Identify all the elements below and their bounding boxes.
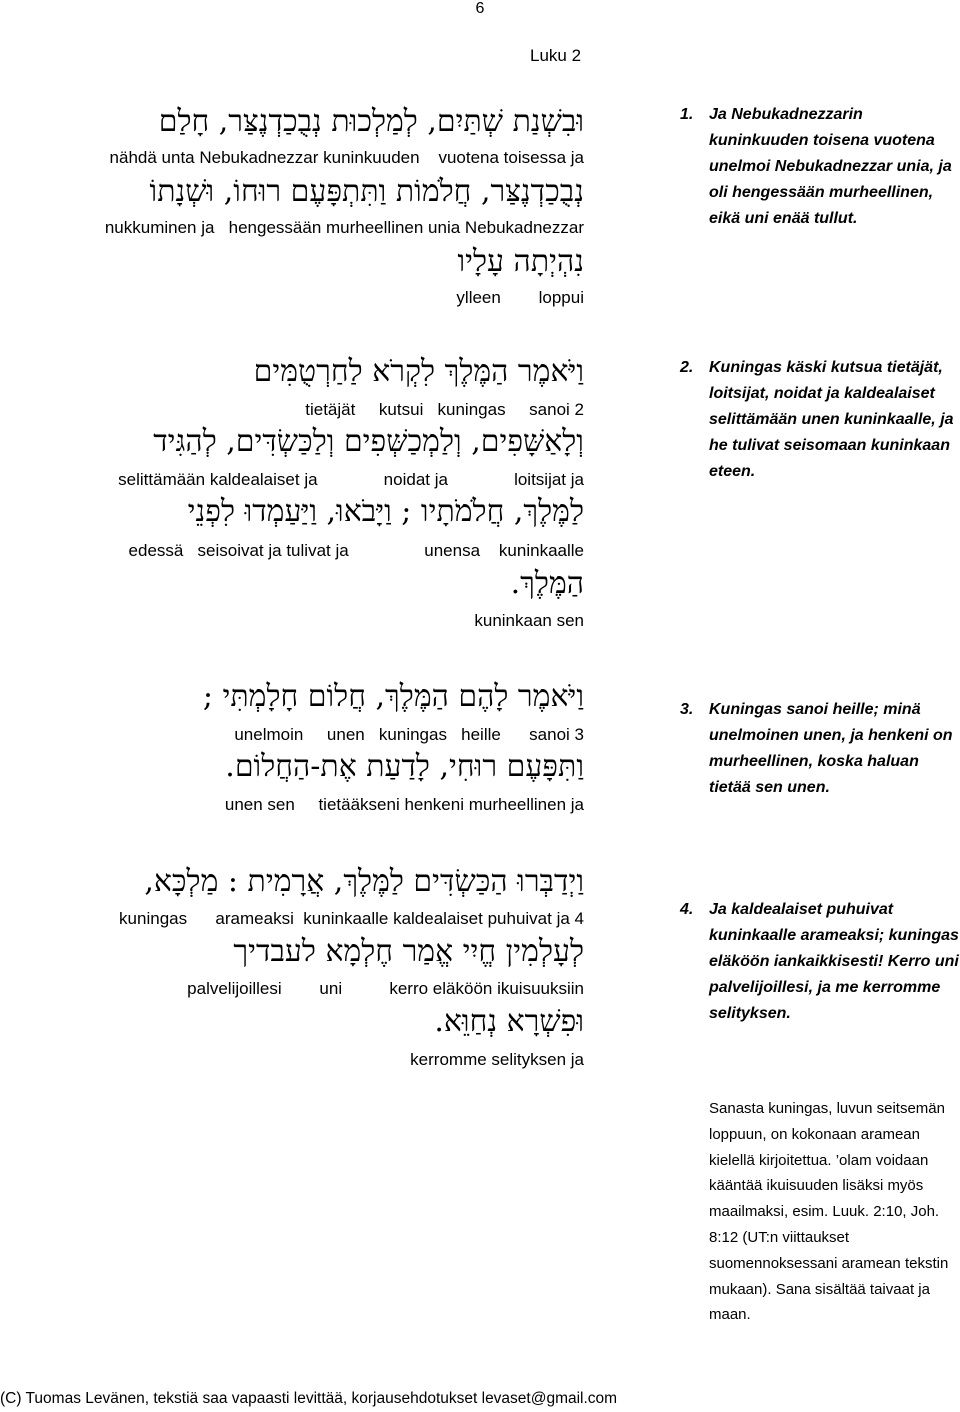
gloss-line: unelmoin unen kuningas heille sanoi 3: [234, 725, 584, 744]
hebrew-line: וְלָאַשָּׁפִים, וְלַמְכַשְּׁפִים וְלַכַּשְׂדִּים, לְהַגִּיד: [153, 424, 584, 459]
footnote: Sanasta kuningas, luvun seitsemän loppuun, on kokonaan aramean kielellä kirjoitettua. ’olam voidaan kääntää ikuisuuden lisäksi myös maailmaksi, esim. Luuk. 2:10, Joh. 8:12 (UT:n viittaukset suomennoksessani aramean tekstin mukaan). Sana sisältää taivaat ja maan.: [709, 1100, 949, 1324]
gloss-line: ylleen loppui: [456, 288, 584, 307]
hebrew-line: לְעָלְמִין חֱיִי אֱמַר חֶלְמָא לעבדיך: [233, 934, 584, 969]
gloss-line: unen sen tietääkseni henkeni murheellinen ja: [224, 795, 584, 814]
hebrew-line: וּבִשְׁנַת שְׁתַּיִם, לְמַלְכוּת נְבֻכַדְנֶצַּר, חָלַם: [158, 104, 584, 139]
gloss-line: nukkuminen ja hengessään murheellinen unia Nebukadnezzar: [104, 218, 584, 237]
translation-block: [680, 355, 960, 485]
hebrew-line: וַיֹּאמֶר הַמֶּלֶךְ לִקְרֹא לַחַרְטֻמִּים: [253, 354, 584, 389]
translation-block: [680, 697, 960, 801]
hebrew-line: וַיְדַבְּרוּ הַכַּשְׂדִּים לַמֶּלֶךְ, אֲרָמִית : מַלְכָּא,: [144, 864, 584, 899]
translation-text: Ja kaldealaiset puhuivat kuninkaalle arameaksi; kuningas eläköön iankaikkisesti! Kerro uni palvelijoillesi, ja me kerromme selityksen.: [709, 901, 959, 1022]
gloss-line: edessä seisoivat ja tulivat ja unensa kuninkaalle: [128, 541, 584, 560]
verse-number: 2.: [680, 359, 694, 376]
gloss-line: nähdä unta Nebukadnezzar kuninkuuden vuotena toisessa ja: [109, 148, 584, 167]
hebrew-line: נִהְיְתָה עָלָיו: [457, 244, 584, 279]
gloss-line: kerromme selityksen ja: [410, 1050, 584, 1069]
translation-block: [680, 102, 960, 232]
hebrew-line: וּפִשְׁרָא נְחַוֵּא.: [434, 1004, 584, 1039]
hebrew-line: הַמֶּלֶךְ.: [510, 566, 584, 601]
translation-text: Kuningas sanoi heille; minä unelmoinen unen, ja henkeni on murheellinen, koska haluan tietää sen unen.: [709, 701, 953, 796]
translation-text: Ja Nebukadnezzarin kuninkuuden toisena vuotena unelmoi Nebukadnezzar unia, ja oli hengessään murheellinen, eikä uni enää tullut.: [709, 106, 952, 227]
verse-number: 4.: [680, 901, 694, 918]
hebrew-line: לַמֶּלֶךְ, חֲלֹמֹתָיו ; וַיָּבֹאוּ, וַיַּעַמְדוּ לִפְנֵי: [187, 494, 584, 529]
gloss-line: selittämään kaldealaiset ja noidat ja loitsijat ja: [118, 470, 584, 489]
gloss-line: tietäjät kutsui kuningas sanoi 2: [305, 400, 584, 419]
verse-number: 1.: [680, 106, 694, 123]
chapter-heading: Luku 2: [530, 46, 582, 65]
hebrew-line: וַיֹּאמֶר לָהֶם הַמֶּלֶךְ, חֲלוֹם חָלָמְתִּי ;: [202, 679, 584, 714]
gloss-line: kuningas arameaksi kuninkaalle kaldealaiset puhuivat ja 4: [119, 909, 584, 928]
verse-number: 3.: [680, 701, 694, 718]
hebrew-line: נְבֻכַדְנֶצַּר, חֲלֹמוֹת וַתִּתְפָּעֶם רוּחוֹ, וּשְׁנָתוֹ: [149, 174, 584, 209]
footer-copyright: (C) Tuomas Levänen, tekstiä saa vapaasti levittää, korjausehdotukset levaset@gmail.com: [0, 1390, 618, 1407]
translation-block: [680, 897, 960, 1027]
gloss-line: kuninkaan sen: [474, 611, 584, 630]
hebrew-line: וַתִּפָּעֶם רוּחִי, לָדַעַת אֶת-הַחֲלוֹם.: [225, 749, 584, 784]
gloss-line: palvelijoillesi uni kerro eläköön ikuisuuksiin: [187, 979, 584, 998]
page-number: 6: [475, 0, 485, 17]
translation-text: Kuningas käski kutsua tietäjät, loitsijat, noidat ja kaldealaiset selittämään unen kuninkaalle, ja he tulivat seisomaan kuninkaan eteen.: [709, 359, 954, 480]
